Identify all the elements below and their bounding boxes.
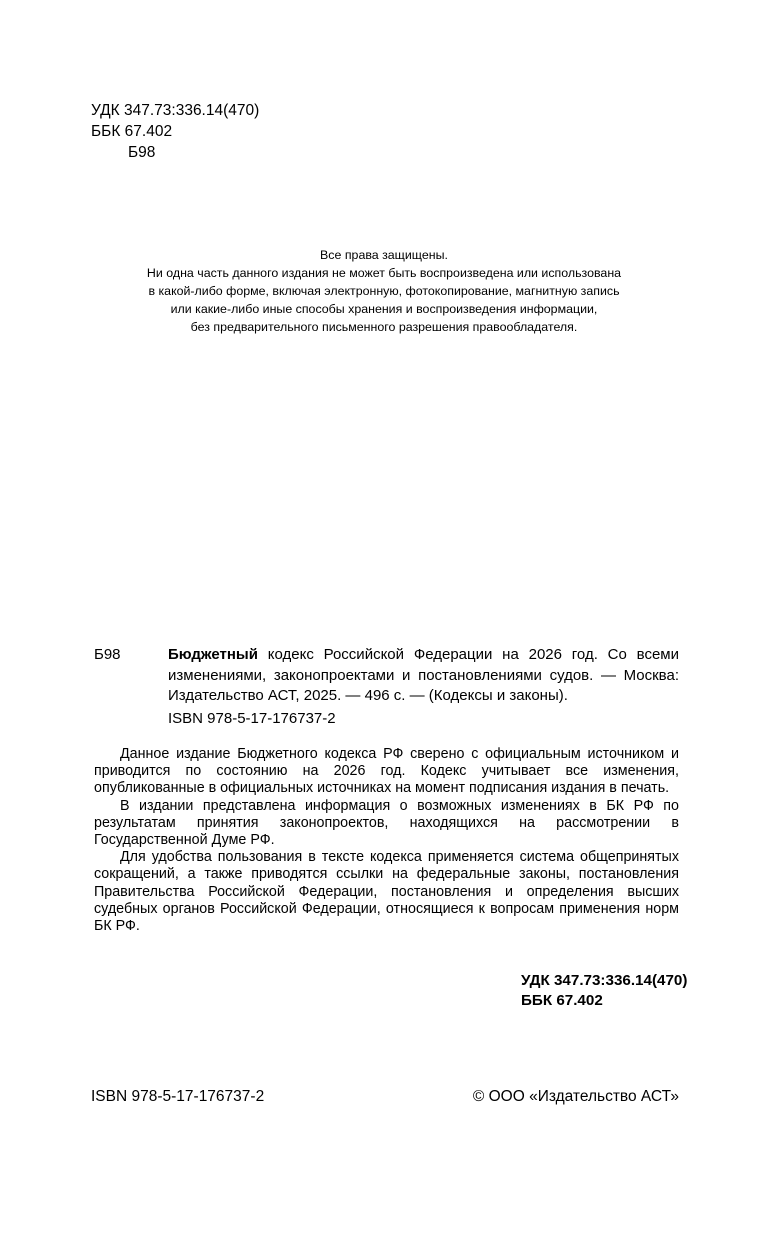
rights-notice bbox=[0, 246, 768, 336]
bbk-code-bottom: ББК 67.402 bbox=[521, 992, 603, 1009]
siglum-top: Б98 bbox=[128, 144, 156, 161]
record-isbn: ISBN 978-5-17-176737-2 bbox=[168, 709, 336, 727]
rights-line-2: Ни одна часть данного издания не может быть воспроизведена или использована bbox=[146, 266, 622, 280]
annotation-paragraph-2: В издании представлена информация о возможных изменениях в БК РФ по результатам принятия законопроектов, находящихся на рассмотрении в Государственной Думе РФ. bbox=[94, 797, 679, 849]
bibliographic-description bbox=[94, 645, 679, 707]
classification-block-bottom bbox=[521, 971, 687, 1011]
udk-code-top: УДК 347.73:336.14(470) bbox=[91, 102, 260, 119]
annotation-paragraph-1: Данное издание Бюджетного кодекса РФ сверено с официальным источником и приводится по состоянию на 2026 год. Кодекс учитывает все изменения, опубликованные в официальных источниках на момент подписания издания в печать. bbox=[94, 746, 679, 797]
rights-line-4: или какие-либо иные способы хранения и воспроизведения информации, bbox=[170, 302, 598, 316]
rights-line-3: в какой-либо форме, включая электронную, фотокопирование, магнитную запись bbox=[148, 284, 620, 298]
bibliographic-record bbox=[94, 645, 679, 729]
rights-line-1: Все права защищены. bbox=[320, 248, 448, 262]
footer-isbn: ISBN 978-5-17-176737-2 bbox=[91, 1088, 265, 1105]
classification-block-top bbox=[91, 100, 259, 163]
udk-code-bottom: УДК 347.73:336.14(470) bbox=[521, 972, 688, 989]
rights-line-5: без предварительного письменного разрешения правообладателя. bbox=[190, 320, 578, 334]
annotation-block bbox=[94, 746, 679, 935]
book-description: кодекс Российской Федерации на 2026 год. Со всеми изменениями, законопроектами и постановлениями судов. — Москва: Издательство АСТ, 2025. — 496 с. — (Кодексы и законы). bbox=[168, 646, 679, 704]
footer-copyright: © ООО «Издательство АСТ» bbox=[472, 1088, 679, 1105]
annotation-paragraph-3: Для удобства пользования в тексте кодекса применяется система общепринятых сокращений, а также приводятся ссылки на федеральные законы, постановления Правительства Российской Федерации, постановления и определения высших судебных органов Российской Федерации, относящиеся к вопросам применения норм БК РФ. bbox=[94, 849, 679, 935]
bbk-code-top: ББК 67.402 bbox=[91, 123, 173, 140]
siglum-record: Б98 bbox=[94, 646, 121, 663]
book-title-bold: Бюджетный bbox=[168, 646, 258, 663]
